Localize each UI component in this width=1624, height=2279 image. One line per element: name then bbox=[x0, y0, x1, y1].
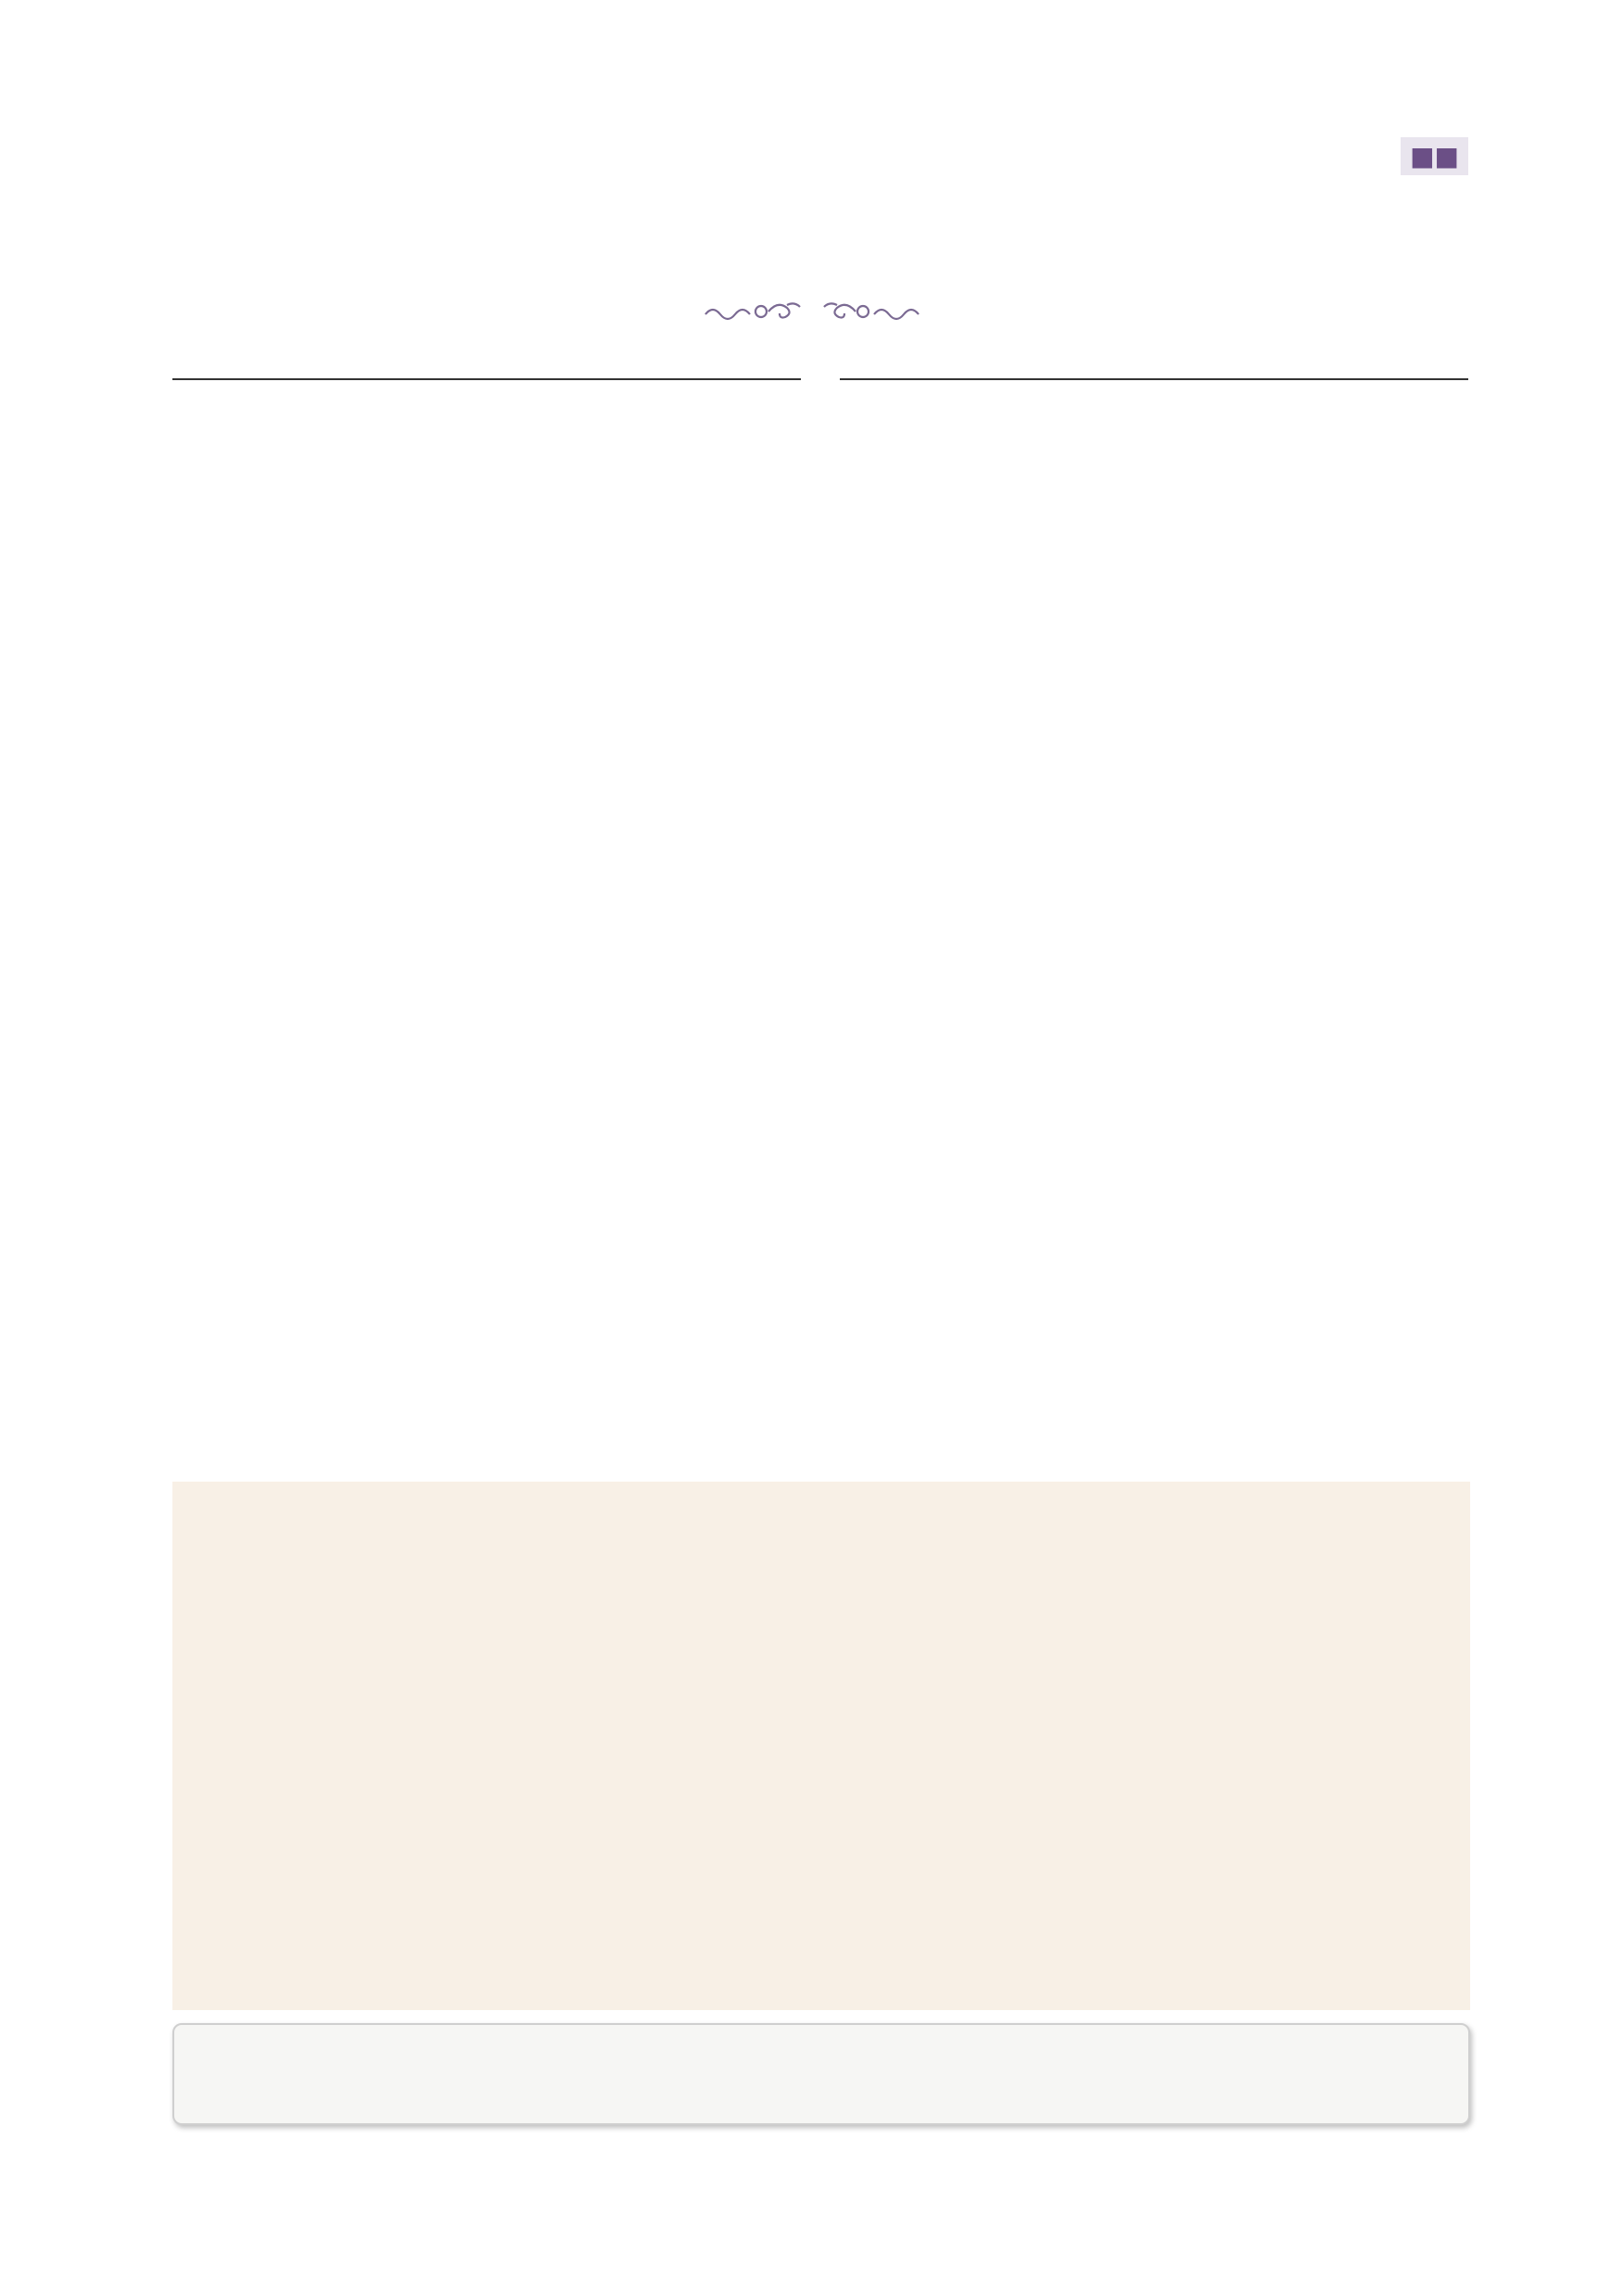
personnel-table-right bbox=[840, 378, 1468, 380]
section-tag bbox=[1401, 137, 1468, 175]
activities-box bbox=[172, 1482, 1470, 2010]
square-bullet-icon: ■ bbox=[1410, 141, 1435, 172]
page-title bbox=[0, 278, 1624, 337]
ornament-right-icon bbox=[820, 298, 922, 325]
ornament-left-icon bbox=[702, 298, 804, 325]
square-bullet-icon: ■ bbox=[1434, 141, 1459, 172]
personnel-table-left bbox=[172, 378, 801, 380]
return-notice bbox=[172, 2023, 1470, 2125]
